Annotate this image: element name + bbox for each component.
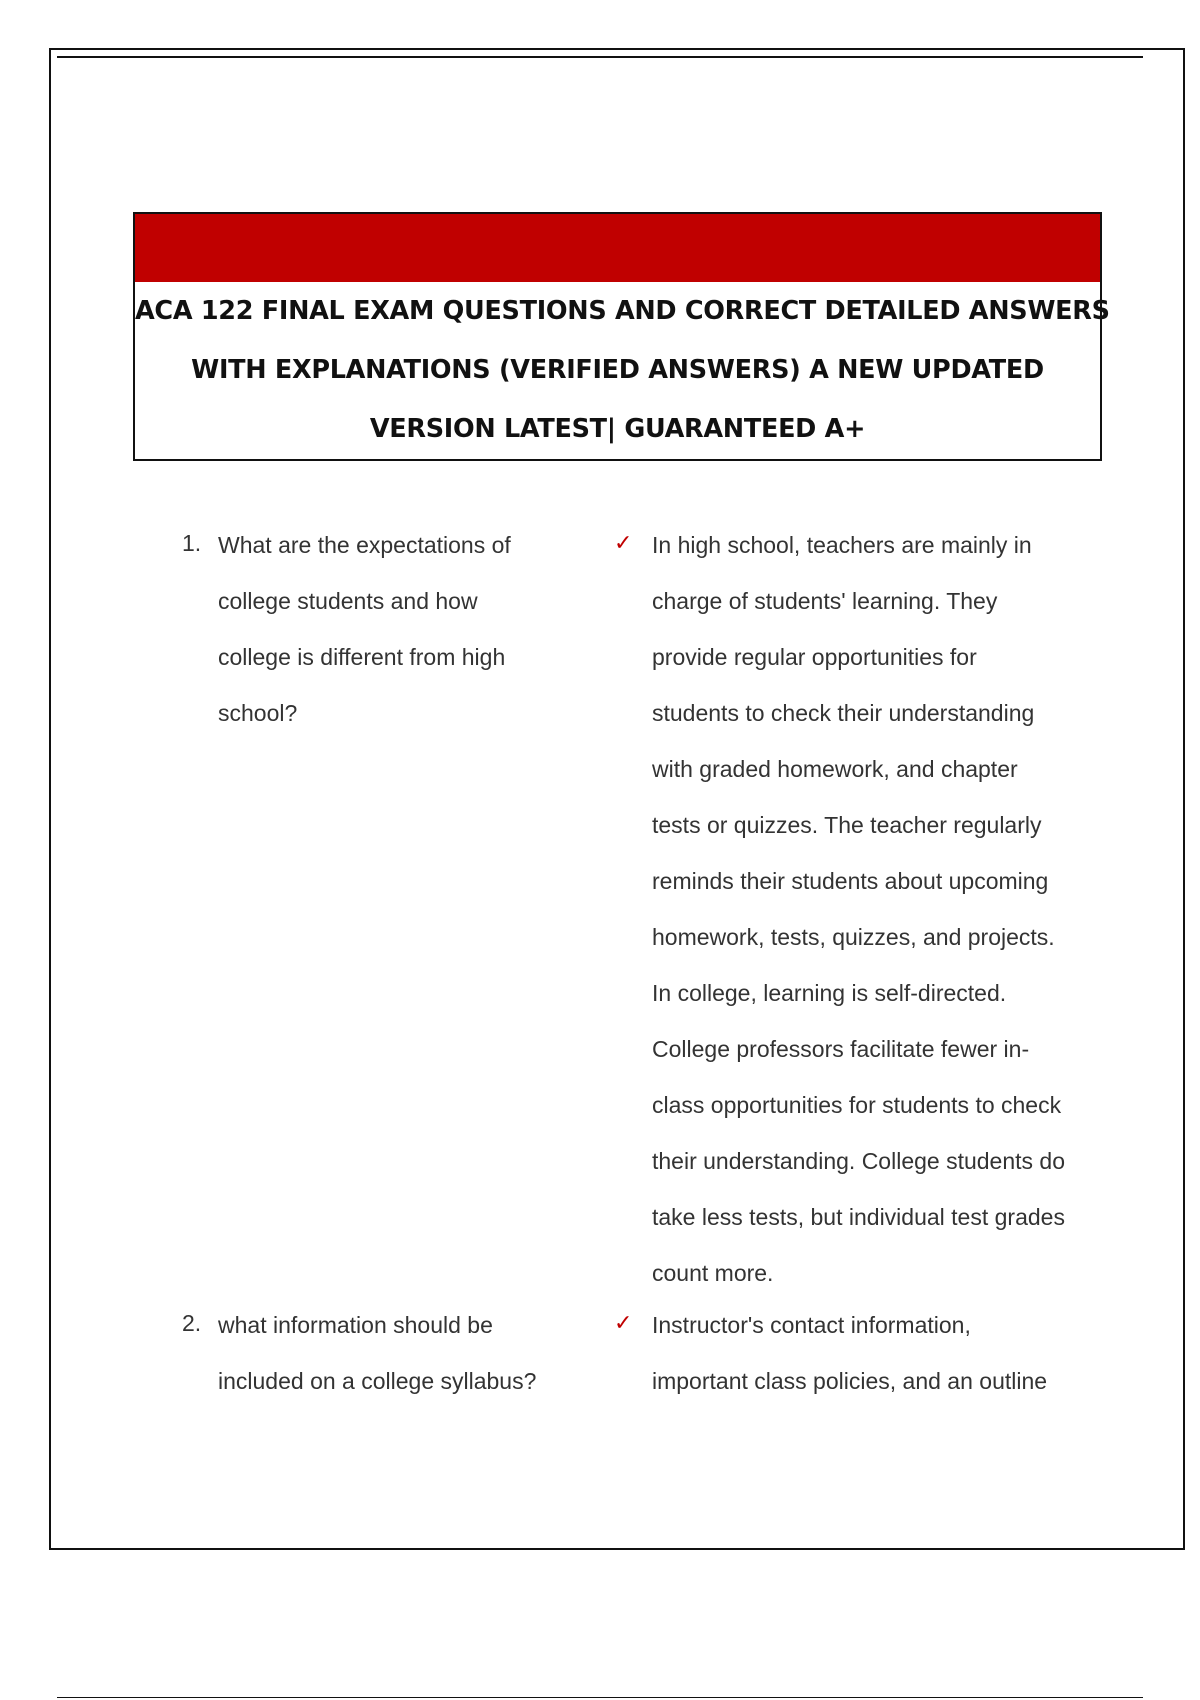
question-line: college students and how (218, 588, 478, 614)
title-color-bar (135, 214, 1100, 282)
title-line: ACA 122 FINAL EXAM QUESTIONS AND CORRECT DETAILED ANSWERS (135, 296, 1110, 326)
question-line: What are the expectations of (218, 532, 511, 558)
answer-line: count more. (652, 1260, 774, 1286)
answer-line: class opportunities for students to check (652, 1092, 1062, 1118)
answer-line: In college, learning is self-directed. (652, 980, 1007, 1006)
answer-line: provide regular opportunities for (652, 644, 977, 670)
answer-line: Instructor's contact information, (652, 1312, 971, 1338)
answer-line: students to check their understanding (652, 700, 1035, 726)
question-number: 2. (182, 1310, 202, 1336)
answer-line: their understanding. College students do (652, 1148, 1066, 1174)
answer-line: homework, tests, quizzes, and projects. (652, 924, 1055, 950)
title-box (133, 212, 1110, 461)
top-rule (57, 56, 1143, 58)
question-line: college is different from high (218, 644, 506, 670)
question-line: included on a college syllabus? (218, 1368, 537, 1394)
title-line: VERSION LATEST| GUARANTEED A+ (369, 414, 866, 444)
answer-line: College professors facilitate fewer in- (652, 1036, 1030, 1062)
answer-line: important class policies, and an outline (652, 1368, 1048, 1394)
checkmark-icon: ✓ (614, 530, 633, 555)
question-text (218, 517, 578, 741)
answer-line: with graded homework, and chapter (652, 756, 1018, 782)
answer-line: charge of students' learning. They (652, 588, 998, 614)
document-title (135, 282, 1110, 459)
question-line: school? (218, 700, 298, 726)
title-line: WITH EXPLANATIONS (VERIFIED ANSWERS) A NEW UPDATED (191, 355, 1044, 385)
answer-line: tests or quizzes. The teacher regularly (652, 812, 1042, 838)
answer-line: In high school, teachers are mainly in (652, 532, 1032, 558)
question-text (218, 1297, 578, 1409)
answer-line: take less tests, but individual test grades (652, 1204, 1065, 1230)
answer-line: reminds their students about upcoming (652, 868, 1049, 894)
checkmark-icon: ✓ (614, 1310, 633, 1335)
bottom-rule (57, 1697, 1143, 1698)
answer-text (652, 1297, 1112, 1409)
answer-text (652, 517, 1112, 1301)
question-line: what information should be (218, 1312, 493, 1338)
question-number: 1. (182, 530, 202, 556)
